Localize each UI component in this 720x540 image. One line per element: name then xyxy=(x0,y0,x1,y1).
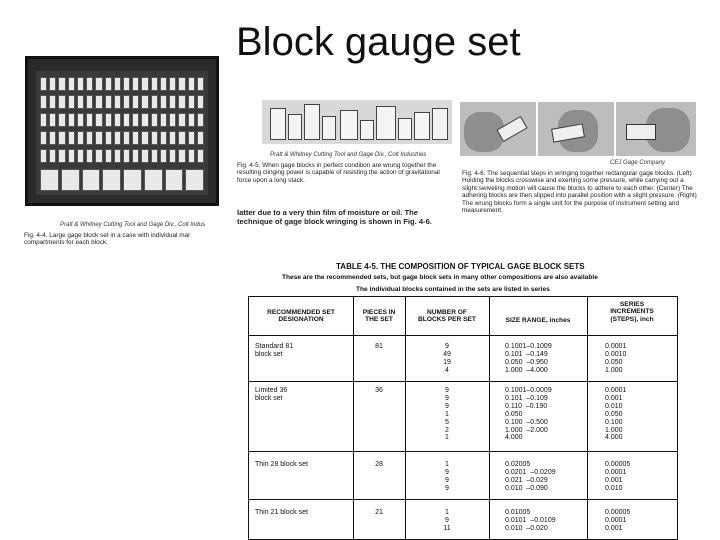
fig46-credit: CEJ Gage Company xyxy=(610,160,666,166)
row-pieces: 81 xyxy=(375,343,383,350)
row-designation: Thin 28 block set xyxy=(255,461,308,468)
header-pieces: PIECES IN THE SET xyxy=(362,309,396,324)
gage-block-case-photo xyxy=(25,56,219,206)
row-increments: 0.00005 0.0001 0.001 xyxy=(605,509,631,532)
row-pieces: 21 xyxy=(375,509,383,516)
header-range: SIZE RANGE, inches xyxy=(505,317,571,324)
fig45-caption: Fig. 4-5. When gage blocks in perfect condition are wrung together the resulting clinging power is capable of resisting the action of gravitational force upon a long stack. xyxy=(237,162,440,184)
gage-block-sets-table xyxy=(248,296,678,540)
row-increments: 0.00005 0.0001 0.001 0.010 xyxy=(605,461,631,492)
slide-title: Block gauge set xyxy=(236,20,521,64)
header-blocks: NUMBER OF BLOCKS PER SET xyxy=(418,309,476,324)
row-designation: Thin 21 block set xyxy=(255,509,308,516)
fig46-caption: Fig. 4-6. The sequential steps in wringing together rectangular gage blocks. (Left) Holding the blocks crosswise and exerting some pressure, while carrying out a slight swiveling motion will cause the blocks to adhere to each other. (Center) The adhering blocks are then slipped into parallel position with a slight pressure. (Right) The wrung blocks form a single unit for the purpose of instrument setting and measurement. xyxy=(462,170,697,215)
header-designation: RECOMMENDED SET DESIGNATION xyxy=(267,309,335,324)
wringing-step-left-photo xyxy=(460,102,536,156)
row-blocks: 9 9 9 1 5 2 1 xyxy=(445,387,449,442)
row-range: 0.02005 0.0201 –0.0209 0.021 –0.029 0.010 –0.090 xyxy=(505,461,556,492)
row-blocks: 9 49 19 4 xyxy=(443,343,451,374)
header-increments: SERIES INCREMENTS (STEPS), inch xyxy=(610,301,654,323)
fig44-caption: Fig. 4-4. Large gage block set in a case with individual mar compartments for each block. xyxy=(24,232,191,247)
table-title: TABLE 4-5. THE COMPOSITION OF TYPICAL GAGE BLOCK SETS xyxy=(336,262,585,271)
row-range: 0.1001–0.0009 0.101 –0.109 0.110 –0.190 0.050 0.100 –0.500 1.000 –2.000 4.000 xyxy=(505,387,552,442)
wringing-step-center-photo xyxy=(538,102,614,156)
row-pieces: 36 xyxy=(375,387,383,394)
row-increments: 0.0001 0.0010 0.050 1.000 xyxy=(605,343,627,374)
row-range: 0.1001–0.1009 0.101 –0.149 0.050 –0.950 1.000 –4.000 xyxy=(505,343,552,374)
fig45-credit: Pratt & Whitney Cutting Tool and Gage Div., Colt Industries xyxy=(270,152,427,158)
row-increments: 0.0001 0.001 0.010 0.050 0.100 1.000 4.000 xyxy=(605,387,627,442)
fig45-body-text: latter due to a very thin film of moisture or oil. The technique of gage block wringing is shown in Fig. 4-6. xyxy=(237,208,432,226)
fig44-credit: Pratt & Whitney Cutting Tool and Gage Div., Colt Indus xyxy=(60,222,206,228)
row-blocks: 1 9 11 xyxy=(443,509,451,532)
row-designation: Standard 81 block set xyxy=(255,343,294,358)
table-subtitle-1: These are the recommended sets, but gage block sets in many other compositions are also available xyxy=(282,274,598,281)
row-range: 0.01005 0.0101 –0.0109 0.010 –0.020 xyxy=(505,509,556,532)
row-designation: Limited 36 block set xyxy=(255,387,288,402)
gage-stack-photo xyxy=(262,100,452,144)
table-subtitle-2: The individual blocks contained in the sets are listed in series xyxy=(356,286,550,293)
row-pieces: 28 xyxy=(375,461,383,468)
row-blocks: 1 9 9 9 xyxy=(445,461,449,492)
wringing-step-right-photo xyxy=(616,102,696,156)
